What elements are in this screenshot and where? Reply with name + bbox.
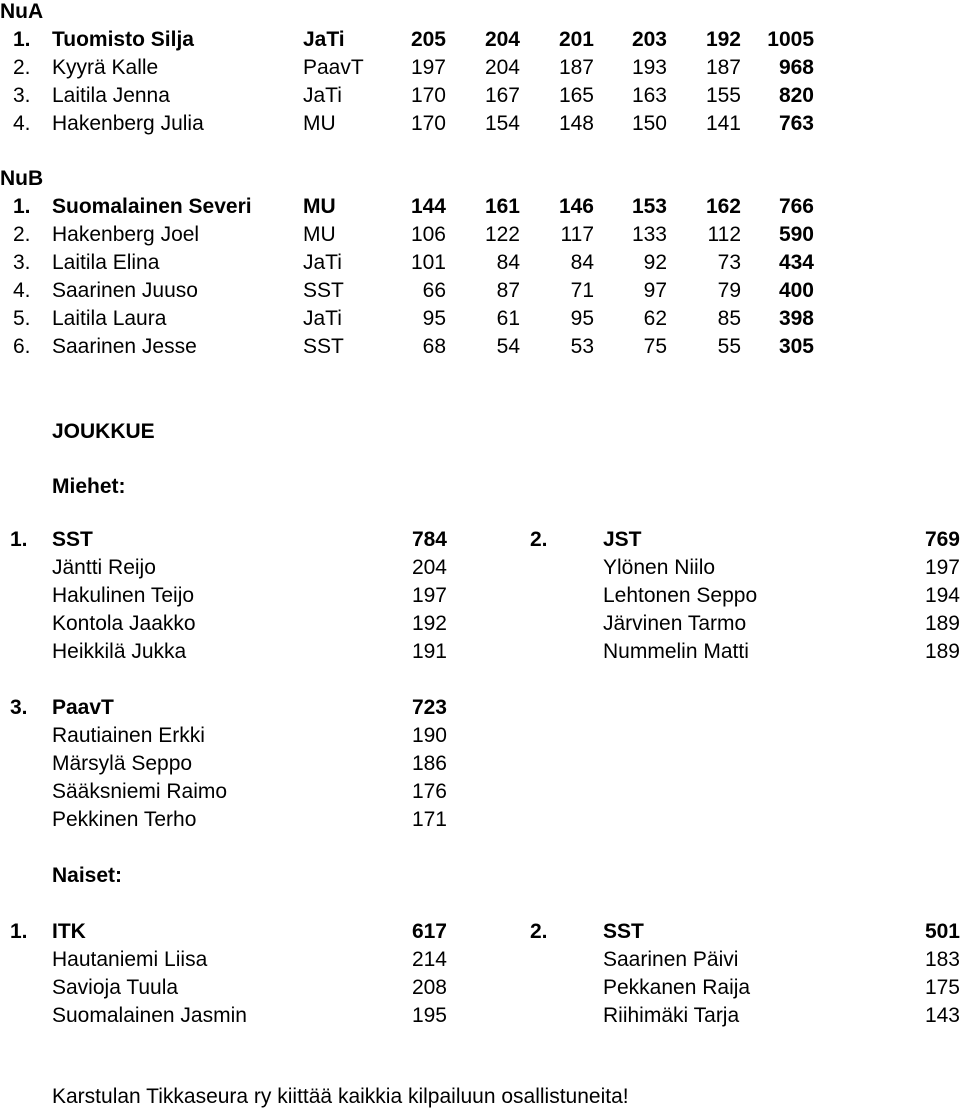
round-score: 55 xyxy=(717,335,741,358)
team-member-name: Lehtonen Seppo xyxy=(603,584,758,607)
round-score: 112 xyxy=(707,223,741,246)
team-member-name: Nummelin Matti xyxy=(603,640,749,663)
athlete-name: Saarinen Jesse xyxy=(52,335,197,358)
round-score: 68 xyxy=(422,335,446,358)
round-score: 144 xyxy=(410,195,446,218)
round-score: 101 xyxy=(410,251,446,274)
team-member-name: Pekkinen Terho xyxy=(52,808,197,831)
total-score: 763 xyxy=(778,112,814,135)
round-score: 79 xyxy=(717,279,741,302)
athlete-name: Kyyrä Kalle xyxy=(52,56,159,79)
team-rank: 2. xyxy=(530,528,548,551)
round-score: 155 xyxy=(705,84,741,107)
club-name: SST xyxy=(303,335,344,358)
team-member-score: 175 xyxy=(924,976,960,999)
team-member-score: 171 xyxy=(411,808,447,831)
round-score: 187 xyxy=(705,56,741,79)
round-score: 167 xyxy=(484,84,520,107)
result-rank: 1. xyxy=(13,195,31,218)
round-score: 87 xyxy=(496,279,520,302)
round-score: 163 xyxy=(631,84,667,107)
result-rank: 3. xyxy=(13,251,31,274)
team-member-name: Jäntti Reijo xyxy=(52,556,156,579)
team-total: 501 xyxy=(924,920,960,943)
round-score: 153 xyxy=(631,195,667,218)
round-score: 205 xyxy=(410,28,446,51)
round-score: 97 xyxy=(643,279,667,302)
team-heading: JOUKKUE xyxy=(52,420,155,443)
result-rank: 3. xyxy=(13,84,31,107)
team-member-score: 190 xyxy=(411,724,447,747)
round-score: 165 xyxy=(558,84,594,107)
round-score: 62 xyxy=(643,307,667,330)
team-member-score: 194 xyxy=(924,584,960,607)
women-heading: Naiset: xyxy=(52,864,123,887)
round-score: 204 xyxy=(484,56,520,79)
round-score: 95 xyxy=(570,307,594,330)
team-member-name: Ylönen Niilo xyxy=(603,556,716,579)
total-score: 434 xyxy=(778,251,814,274)
team-name: SST xyxy=(52,528,93,551)
men-heading: Miehet: xyxy=(52,475,126,498)
round-score: 193 xyxy=(631,56,667,79)
total-score: 820 xyxy=(778,84,814,107)
team-member-score: 189 xyxy=(924,612,960,635)
round-score: 117 xyxy=(560,223,594,246)
team-member-score: 197 xyxy=(411,584,447,607)
round-score: 201 xyxy=(558,28,594,51)
round-score: 192 xyxy=(705,28,741,51)
round-score: 187 xyxy=(558,56,594,79)
club-name: JaTi xyxy=(303,84,342,107)
round-score: 106 xyxy=(410,223,446,246)
club-name: JaTi xyxy=(303,28,345,51)
team-member-name: Suomalainen Jasmin xyxy=(52,1004,247,1027)
round-score: 92 xyxy=(643,251,667,274)
result-rank: 1. xyxy=(13,28,31,51)
team-rank: 1. xyxy=(10,920,28,943)
round-score: 197 xyxy=(410,56,446,79)
result-rank: 5. xyxy=(13,307,31,330)
round-score: 54 xyxy=(496,335,520,358)
team-total: 723 xyxy=(411,696,447,719)
round-score: 161 xyxy=(484,195,520,218)
team-member-score: 143 xyxy=(924,1004,960,1027)
athlete-name: Laitila Elina xyxy=(52,251,160,274)
round-score: 84 xyxy=(496,251,520,274)
team-member-score: 189 xyxy=(924,640,960,663)
round-score: 146 xyxy=(558,195,594,218)
result-rank: 2. xyxy=(13,223,31,246)
round-score: 162 xyxy=(705,195,741,218)
team-member-name: Kontola Jaakko xyxy=(52,612,196,635)
team-total: 769 xyxy=(924,528,960,551)
round-score: 71 xyxy=(570,279,594,302)
team-member-score: 191 xyxy=(411,640,447,663)
division-title: NuB xyxy=(0,167,44,190)
team-member-score: 208 xyxy=(411,976,447,999)
total-score: 400 xyxy=(778,279,814,302)
team-member-name: Järvinen Tarmo xyxy=(603,612,747,635)
result-rank: 6. xyxy=(13,335,31,358)
club-name: MU xyxy=(303,195,336,218)
round-score: 95 xyxy=(422,307,446,330)
total-score: 1005 xyxy=(767,28,814,51)
team-total: 617 xyxy=(411,920,447,943)
round-score: 85 xyxy=(717,307,741,330)
total-score: 398 xyxy=(778,307,814,330)
team-member-score: 186 xyxy=(411,752,447,775)
athlete-name: Hakenberg Joel xyxy=(52,223,200,246)
round-score: 170 xyxy=(410,112,446,135)
team-rank: 1. xyxy=(10,528,28,551)
round-score: 122 xyxy=(484,223,520,246)
footer-thanks: Karstulan Tikkaseura ry kiittää kaikkia kilpailuun osallistuneita! xyxy=(52,1085,629,1108)
athlete-name: Hakenberg Julia xyxy=(52,112,204,135)
athlete-name: Laitila Jenna xyxy=(52,84,170,107)
team-name: SST xyxy=(603,920,644,943)
athlete-name: Suomalainen Severi xyxy=(52,195,252,218)
team-rank: 3. xyxy=(10,696,28,719)
team-member-name: Hakulinen Teijo xyxy=(52,584,195,607)
team-name: PaavT xyxy=(52,696,114,719)
round-score: 148 xyxy=(558,112,594,135)
round-score: 203 xyxy=(631,28,667,51)
team-member-score: 183 xyxy=(924,948,960,971)
total-score: 968 xyxy=(778,56,814,79)
round-score: 73 xyxy=(717,251,741,274)
team-member-name: Riihimäki Tarja xyxy=(603,1004,740,1027)
round-score: 61 xyxy=(496,307,520,330)
club-name: JaTi xyxy=(303,251,342,274)
athlete-name: Tuomisto Silja xyxy=(52,28,194,51)
team-member-name: Sääksniemi Raimo xyxy=(52,780,228,803)
total-score: 766 xyxy=(778,195,814,218)
round-score: 84 xyxy=(570,251,594,274)
team-member-name: Hautaniemi Liisa xyxy=(52,948,208,971)
round-score: 141 xyxy=(705,112,741,135)
result-rank: 4. xyxy=(13,279,31,302)
round-score: 170 xyxy=(410,84,446,107)
round-score: 66 xyxy=(422,279,446,302)
club-name: MU xyxy=(303,112,336,135)
team-member-name: Saarinen Päivi xyxy=(603,948,739,971)
division-title: NuA xyxy=(0,0,44,23)
team-member-name: Savioja Tuula xyxy=(52,976,179,999)
team-total: 784 xyxy=(411,528,447,551)
team-member-score: 195 xyxy=(411,1004,447,1027)
round-score: 154 xyxy=(484,112,520,135)
team-member-score: 214 xyxy=(411,948,447,971)
team-member-name: Märsylä Seppo xyxy=(52,752,193,775)
result-rank: 2. xyxy=(13,56,31,79)
round-score: 150 xyxy=(631,112,667,135)
team-member-score: 192 xyxy=(411,612,447,635)
club-name: PaavT xyxy=(303,56,364,79)
athlete-name: Laitila Laura xyxy=(52,307,167,330)
team-member-name: Heikkilä Jukka xyxy=(52,640,187,663)
team-member-score: 197 xyxy=(924,556,960,579)
club-name: MU xyxy=(303,223,336,246)
team-name: JST xyxy=(603,528,642,551)
team-member-name: Rautiainen Erkki xyxy=(52,724,205,747)
team-rank: 2. xyxy=(530,920,548,943)
team-member-name: Pekkanen Raija xyxy=(603,976,751,999)
total-score: 590 xyxy=(778,223,814,246)
club-name: SST xyxy=(303,279,344,302)
round-score: 204 xyxy=(484,28,520,51)
team-member-score: 204 xyxy=(411,556,447,579)
round-score: 53 xyxy=(570,335,594,358)
round-score: 133 xyxy=(631,223,667,246)
team-member-score: 176 xyxy=(411,780,447,803)
total-score: 305 xyxy=(778,335,814,358)
result-rank: 4. xyxy=(13,112,31,135)
team-name: ITK xyxy=(52,920,86,943)
club-name: JaTi xyxy=(303,307,342,330)
round-score: 75 xyxy=(643,335,667,358)
athlete-name: Saarinen Juuso xyxy=(52,279,198,302)
